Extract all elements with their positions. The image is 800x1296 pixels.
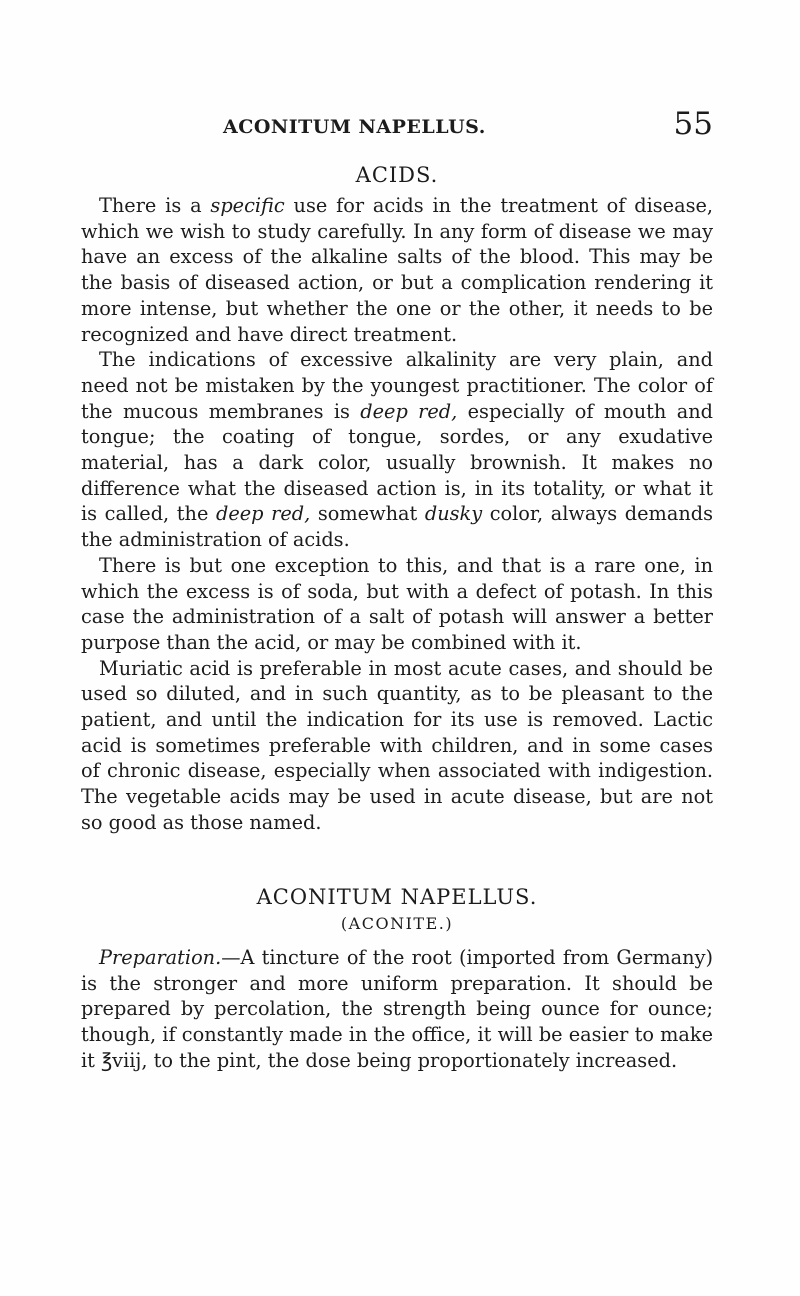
running-head bbox=[83, 106, 715, 142]
section-heading-aconitum: ACONITUM NAPELLUS. bbox=[256, 885, 538, 909]
acids-section-body bbox=[81, 193, 713, 836]
preparation-label: Preparation. bbox=[99, 946, 222, 969]
running-title: ACONITUM NAPELLUS. bbox=[223, 116, 486, 138]
paragraph: There is a specific use for acids in the treatment of disease, which we wish to study carefully. In any form of disease we may have an excess of the alkaline salts of the blood. This may be the basis of diseased action, or but a complication rendering it more intense, but whether the one or the other, it needs to be recognized and have direct treatment. bbox=[81, 194, 713, 346]
paragraph: The indications of excessive alkalinity are very plain, and need not be mistaken by the youngest practitioner. The color of the mucous membranes is deep red, especially of mouth and tongue; the coating of tongue, sordes, or any exudative material, has a dark color, usually brownish. It makes no difference what the diseased action is, in its totality, or what it is called, the deep red, somewhat dusky color, always demands the administration of acids. bbox=[81, 348, 713, 552]
paragraph: Muriatic acid is preferable in most acute cases, and should be used so diluted, and in such quantity, as to be pleasant to the patient, and until the indication for its use is removed. Lactic acid is sometimes preferable with children, and in some cases of chronic disease, especially when associated with indigestion. The vegetable acids may be used in acute disease, but are not so good as those named. bbox=[81, 656, 713, 834]
section-heading-acids: ACIDS. bbox=[355, 163, 439, 187]
paragraph: There is but one exception to this, and that is a rare one, in which the excess is of soda, but with a defect of potash. In this case the administration of a salt of potash will answer a better purpose than the acid, or may be combined with it. bbox=[81, 553, 713, 654]
page-number: 55 bbox=[673, 106, 713, 142]
aconite-section-body bbox=[81, 945, 713, 1074]
section-subheading-aconite: (ACONITE.) bbox=[340, 914, 454, 933]
paragraph: Preparation.—A tincture of the root (imported from Germany) is the stronger and more uniform preparation. It should be prepared by percolation, the strength being ounce for ounce; though, if constantly made in the office, it will be easier to make it ℥viij, to the pint, the dose being proportionately increased. bbox=[81, 946, 713, 1072]
